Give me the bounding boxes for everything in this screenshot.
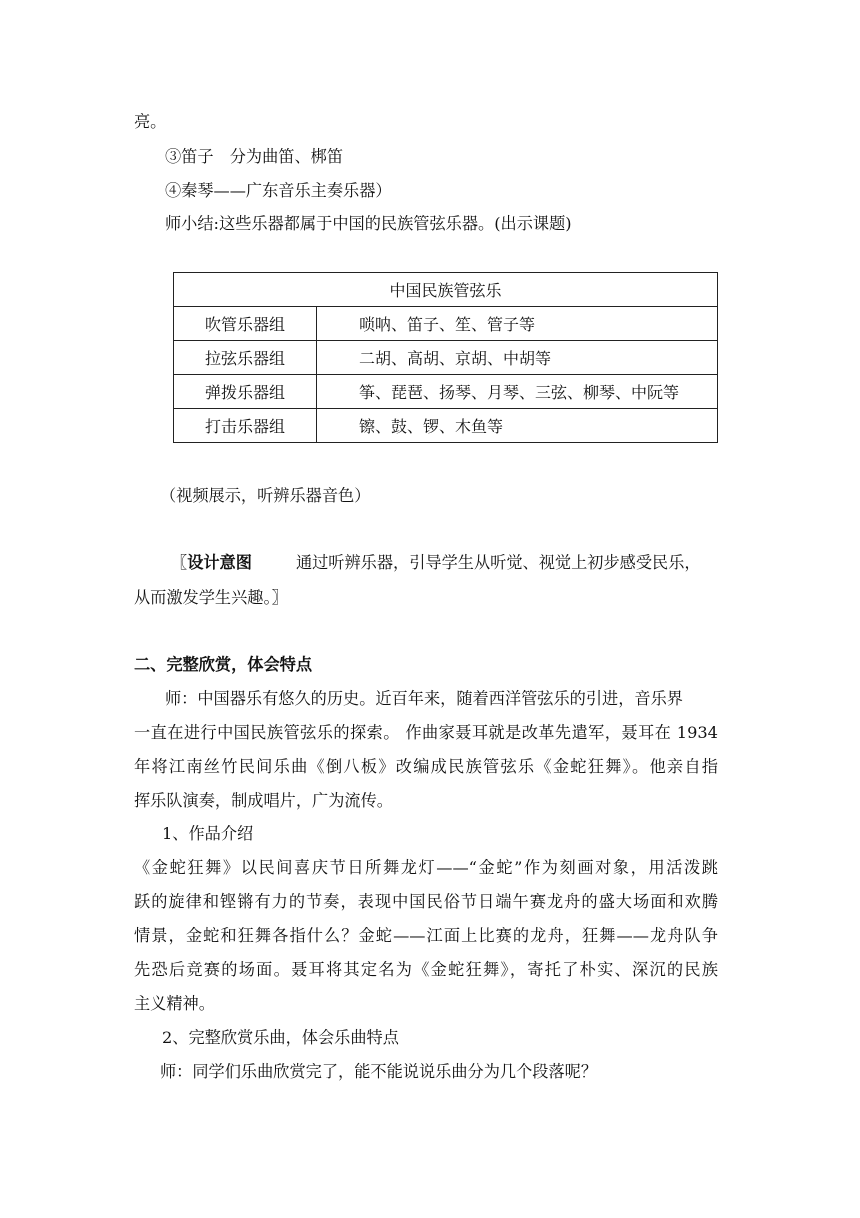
instrument-table	[173, 272, 718, 443]
instrument-item-qinqin: ④秦琴——广东音乐主奏乐器）	[165, 181, 392, 200]
subheading: 2、完整欣赏乐曲，体会乐曲特点	[162, 1028, 399, 1047]
instrument-item-dizi: ③笛子 分为曲笛、梆笛	[165, 147, 344, 166]
table-cell-group: 拉弦乐器组	[174, 341, 317, 375]
teacher-question: 师：同学们乐曲欣赏完了，能不能说说乐曲分为几个段落呢？	[160, 1062, 598, 1081]
subheading: 1、作品介绍	[162, 824, 254, 843]
design-intent-line1	[171, 553, 701, 573]
table-cell-group: 打击乐器组	[174, 409, 317, 443]
paragraph-line: 主义精神。	[134, 994, 215, 1013]
text-line: 亮。	[134, 112, 167, 131]
table-row	[174, 409, 718, 443]
paragraph-line: 跃的旋律和铿锵有力的节奏，表现中国民俗节日端午赛龙舟的盛大场面和欢腾	[134, 892, 718, 911]
section-heading: 二、完整欣赏，体会特点	[134, 655, 313, 674]
table-header-row	[174, 273, 718, 307]
table-cell-items: 二胡、高胡、京胡、中胡等	[317, 341, 718, 375]
table-title: 中国民族管弦乐	[174, 273, 718, 307]
video-note: （视频展示，听辨乐器音色）	[160, 486, 371, 505]
design-intent-text: 通过听辨乐器，引导学生从听觉、视觉上初步感受民乐，	[295, 553, 701, 572]
table-cell-items: 唢呐、笛子、笙、管子等	[317, 307, 718, 341]
paragraph-line: 先恐后竞赛的场面。聂耳将其定名为《金蛇狂舞》，寄托了朴实、深沉的民族	[134, 960, 718, 979]
teacher-summary: 师小结:这些乐器都属于中国的民族管弦乐器。(出示课题)	[165, 214, 572, 233]
design-intent-label: 设计意图	[187, 553, 252, 572]
design-intent-line2: 从而激发学生兴趣。〗	[134, 588, 288, 607]
paragraph-line: 一直在进行中国民族管弦乐的探索。 作曲家聂耳就是改革先遣军，聂耳在 1934	[134, 723, 718, 742]
paragraph-line: 年将江南丝竹民间乐曲《倒八板》改编成民族管弦乐《金蛇狂舞》。他亲自指	[134, 757, 718, 776]
table-cell-group: 弹拨乐器组	[174, 375, 317, 409]
paragraph-line: 挥乐队演奏，制成唱片，广为流传。	[134, 791, 393, 810]
table-row	[174, 341, 718, 375]
table-cell-items: 筝、琵琶、扬琴、月琴、三弦、柳琴、中阮等	[317, 375, 718, 409]
paragraph-line: 师：中国器乐有悠久的历史。近百年来，随着西洋管弦乐的引进，音乐界	[165, 689, 683, 708]
table-row	[174, 375, 718, 409]
paragraph-line: 情景，金蛇和狂舞各指什么？金蛇——江面上比赛的龙舟，狂舞——龙舟队争	[134, 926, 718, 945]
table-cell-group: 吹管乐器组	[174, 307, 317, 341]
open-bracket: 〖	[171, 553, 188, 572]
paragraph-line: 《金蛇狂舞》以民间喜庆节日所舞龙灯——“金蛇”作为刻画对象，用活泼跳	[134, 858, 718, 877]
table-row	[174, 307, 718, 341]
table-cell-items: 镲、鼓、锣、木鱼等	[317, 409, 718, 443]
